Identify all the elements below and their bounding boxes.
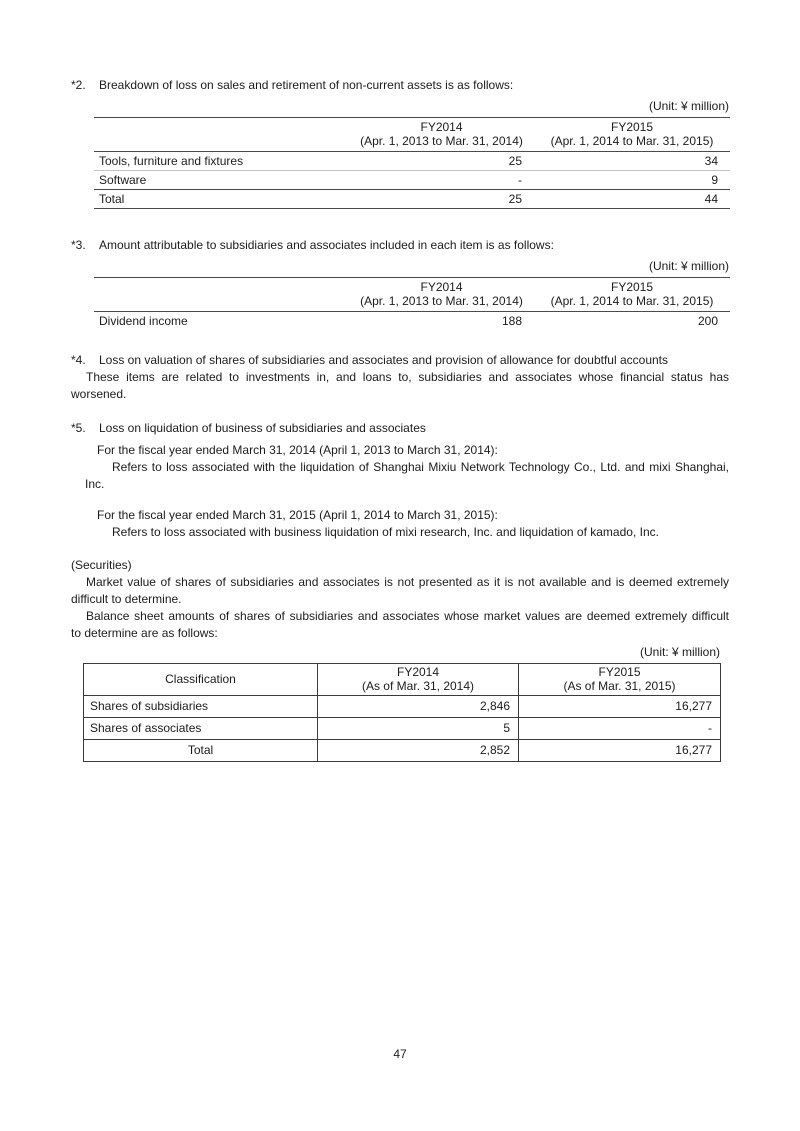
- fiscal-year-intro: For the fiscal year ended March 31, 2015 (April 1, 2014 to March 31, 2015):: [97, 508, 498, 522]
- row-fy2015-value: 200: [697, 314, 718, 328]
- paragraph-line: These items are related to investments in, and loans to, subsidiaries and associates whose financial status has: [86, 370, 729, 384]
- row-fy2014-value: 2,846: [318, 696, 519, 718]
- header-fy2015-date: (As of Mar. 31, 2015): [563, 679, 676, 693]
- section-2-label: *2.: [71, 78, 86, 92]
- table-row: [94, 152, 730, 171]
- table-row: [84, 718, 721, 740]
- fiscal-year-intro: For the fiscal year ended March 31, 2014 (April 1, 2013 to March 31, 2014):: [97, 443, 498, 457]
- total-label: Total: [94, 190, 349, 209]
- header-fy2015-year: FY2015: [610, 120, 654, 134]
- securities-paragraph-2: [71, 608, 729, 642]
- noncurrent-assets-table: [94, 117, 730, 209]
- table-header-row: [94, 278, 730, 312]
- paragraph-line: Refers to loss associated with the liquidation of Shanghai Mixiu Network Technology Co., Ltd. and mixi Shanghai,: [112, 460, 729, 474]
- header-fy2015-period: (Apr. 1, 2014 to Mar. 31, 2015): [550, 294, 714, 308]
- header-fy2014-year: FY2014: [420, 120, 463, 134]
- paragraph-line: Balance sheet amounts of shares of subsidiaries and associates whose market values are deemed extremely difficult: [86, 609, 729, 623]
- section-2-heading: [71, 77, 729, 94]
- unit-label-1: (Unit: ¥ million): [648, 99, 729, 113]
- section-2-title: Breakdown of loss on sales and retirement of non-current assets is as follows:: [99, 78, 514, 92]
- section-5-heading: [71, 420, 729, 437]
- table-row: [94, 312, 730, 331]
- header-fy2015-year: FY2015: [610, 280, 654, 294]
- section-5-title: Loss on liquidation of business of subsidiaries and associates: [99, 421, 426, 435]
- section-5-fy2014-block: [85, 442, 729, 493]
- securities-heading: (Securities): [71, 558, 132, 572]
- header-fy2014: [349, 118, 534, 152]
- subsidiaries-amount-table: [94, 277, 730, 330]
- section-3-heading: [71, 237, 729, 254]
- unit-label-2: (Unit: ¥ million): [648, 259, 729, 273]
- header-fy2014-period: (Apr. 1, 2013 to Mar. 31, 2014): [360, 134, 523, 148]
- row-fy2015-value: 34: [534, 152, 730, 171]
- table-total-row: [84, 740, 721, 762]
- paragraph-line: Inc.: [85, 477, 105, 491]
- securities-paragraph-1: [71, 574, 729, 608]
- table-total-row: [94, 190, 730, 209]
- paragraph-line: difficult to determine.: [71, 592, 182, 606]
- securities-table-block: [71, 644, 720, 762]
- table-header-row: [84, 664, 721, 696]
- row-fy2015-value: 9: [711, 173, 718, 187]
- header-fy2014-year: FY2014: [420, 280, 463, 294]
- page-number: 47: [393, 1047, 407, 1061]
- section-4-title: Loss on valuation of shares of subsidiaries and associates and provision of allowance for doubtful accounts: [99, 353, 669, 367]
- row-fy2014-value: 25: [349, 152, 534, 171]
- unit-label-3: (Unit: ¥ million): [639, 645, 720, 659]
- section-5-fy2015-block: [85, 507, 729, 541]
- header-fy2015-period: (Apr. 1, 2014 to Mar. 31, 2015): [550, 134, 714, 148]
- row-label: Tools, furniture and fixtures: [94, 152, 349, 171]
- total-fy2014-value: 2,852: [318, 740, 519, 762]
- row-label: Shares of subsidiaries: [84, 696, 318, 718]
- row-fy2015-value: -: [519, 718, 721, 740]
- paragraph-line: Refers to loss associated with business liquidation of mixi research, Inc. and liquidation of kamado, Inc.: [112, 525, 659, 539]
- header-fy2015: [534, 118, 730, 152]
- table-header-row: [94, 118, 730, 152]
- securities-balance-table: [83, 663, 721, 762]
- header-empty-cell: [94, 118, 349, 152]
- header-fy2014-date: (As of Mar. 31, 2014): [361, 679, 475, 693]
- row-fy2014-value: 5: [318, 718, 519, 740]
- section-4-heading: [71, 352, 729, 369]
- table-row: [94, 171, 730, 190]
- table-row: [84, 696, 721, 718]
- paragraph-line: worsened.: [71, 387, 127, 401]
- total-fy2015-value: 16,277: [519, 740, 721, 762]
- section-4-label: *4.: [71, 353, 86, 367]
- header-fy2015: [519, 664, 721, 696]
- section-5-label: *5.: [71, 421, 86, 435]
- header-fy2015-year: FY2015: [598, 665, 641, 679]
- header-empty-cell: [94, 278, 349, 312]
- section-3-title: Amount attributable to subsidiaries and associates included in each item is as follows:: [99, 238, 554, 252]
- total-fy2014-value: 25: [349, 190, 534, 209]
- total-fy2015-value: 44: [534, 190, 730, 209]
- row-label: Dividend income: [99, 314, 188, 328]
- total-label: Total: [84, 740, 318, 762]
- row-fy2014-value: 188: [501, 314, 522, 328]
- row-fy2014-value: -: [518, 173, 522, 187]
- header-fy2014-year: FY2014: [396, 665, 440, 679]
- section-4-paragraph: [71, 369, 729, 403]
- header-fy2014-period: (Apr. 1, 2013 to Mar. 31, 2014): [360, 294, 523, 308]
- header-fy2015: [534, 278, 730, 312]
- paragraph-line: to determine are as follows:: [71, 626, 218, 640]
- header-fy2014: [318, 664, 519, 696]
- header-fy2014: [349, 278, 534, 312]
- row-label: Software: [99, 173, 147, 187]
- header-classification: Classification: [84, 664, 318, 696]
- row-fy2015-value: 16,277: [519, 696, 721, 718]
- section-3-label: *3.: [71, 238, 86, 252]
- row-label: Shares of associates: [84, 718, 318, 740]
- paragraph-line: Market value of shares of subsidiaries and associates is not presented as it is not available and is deemed extremely: [86, 575, 729, 589]
